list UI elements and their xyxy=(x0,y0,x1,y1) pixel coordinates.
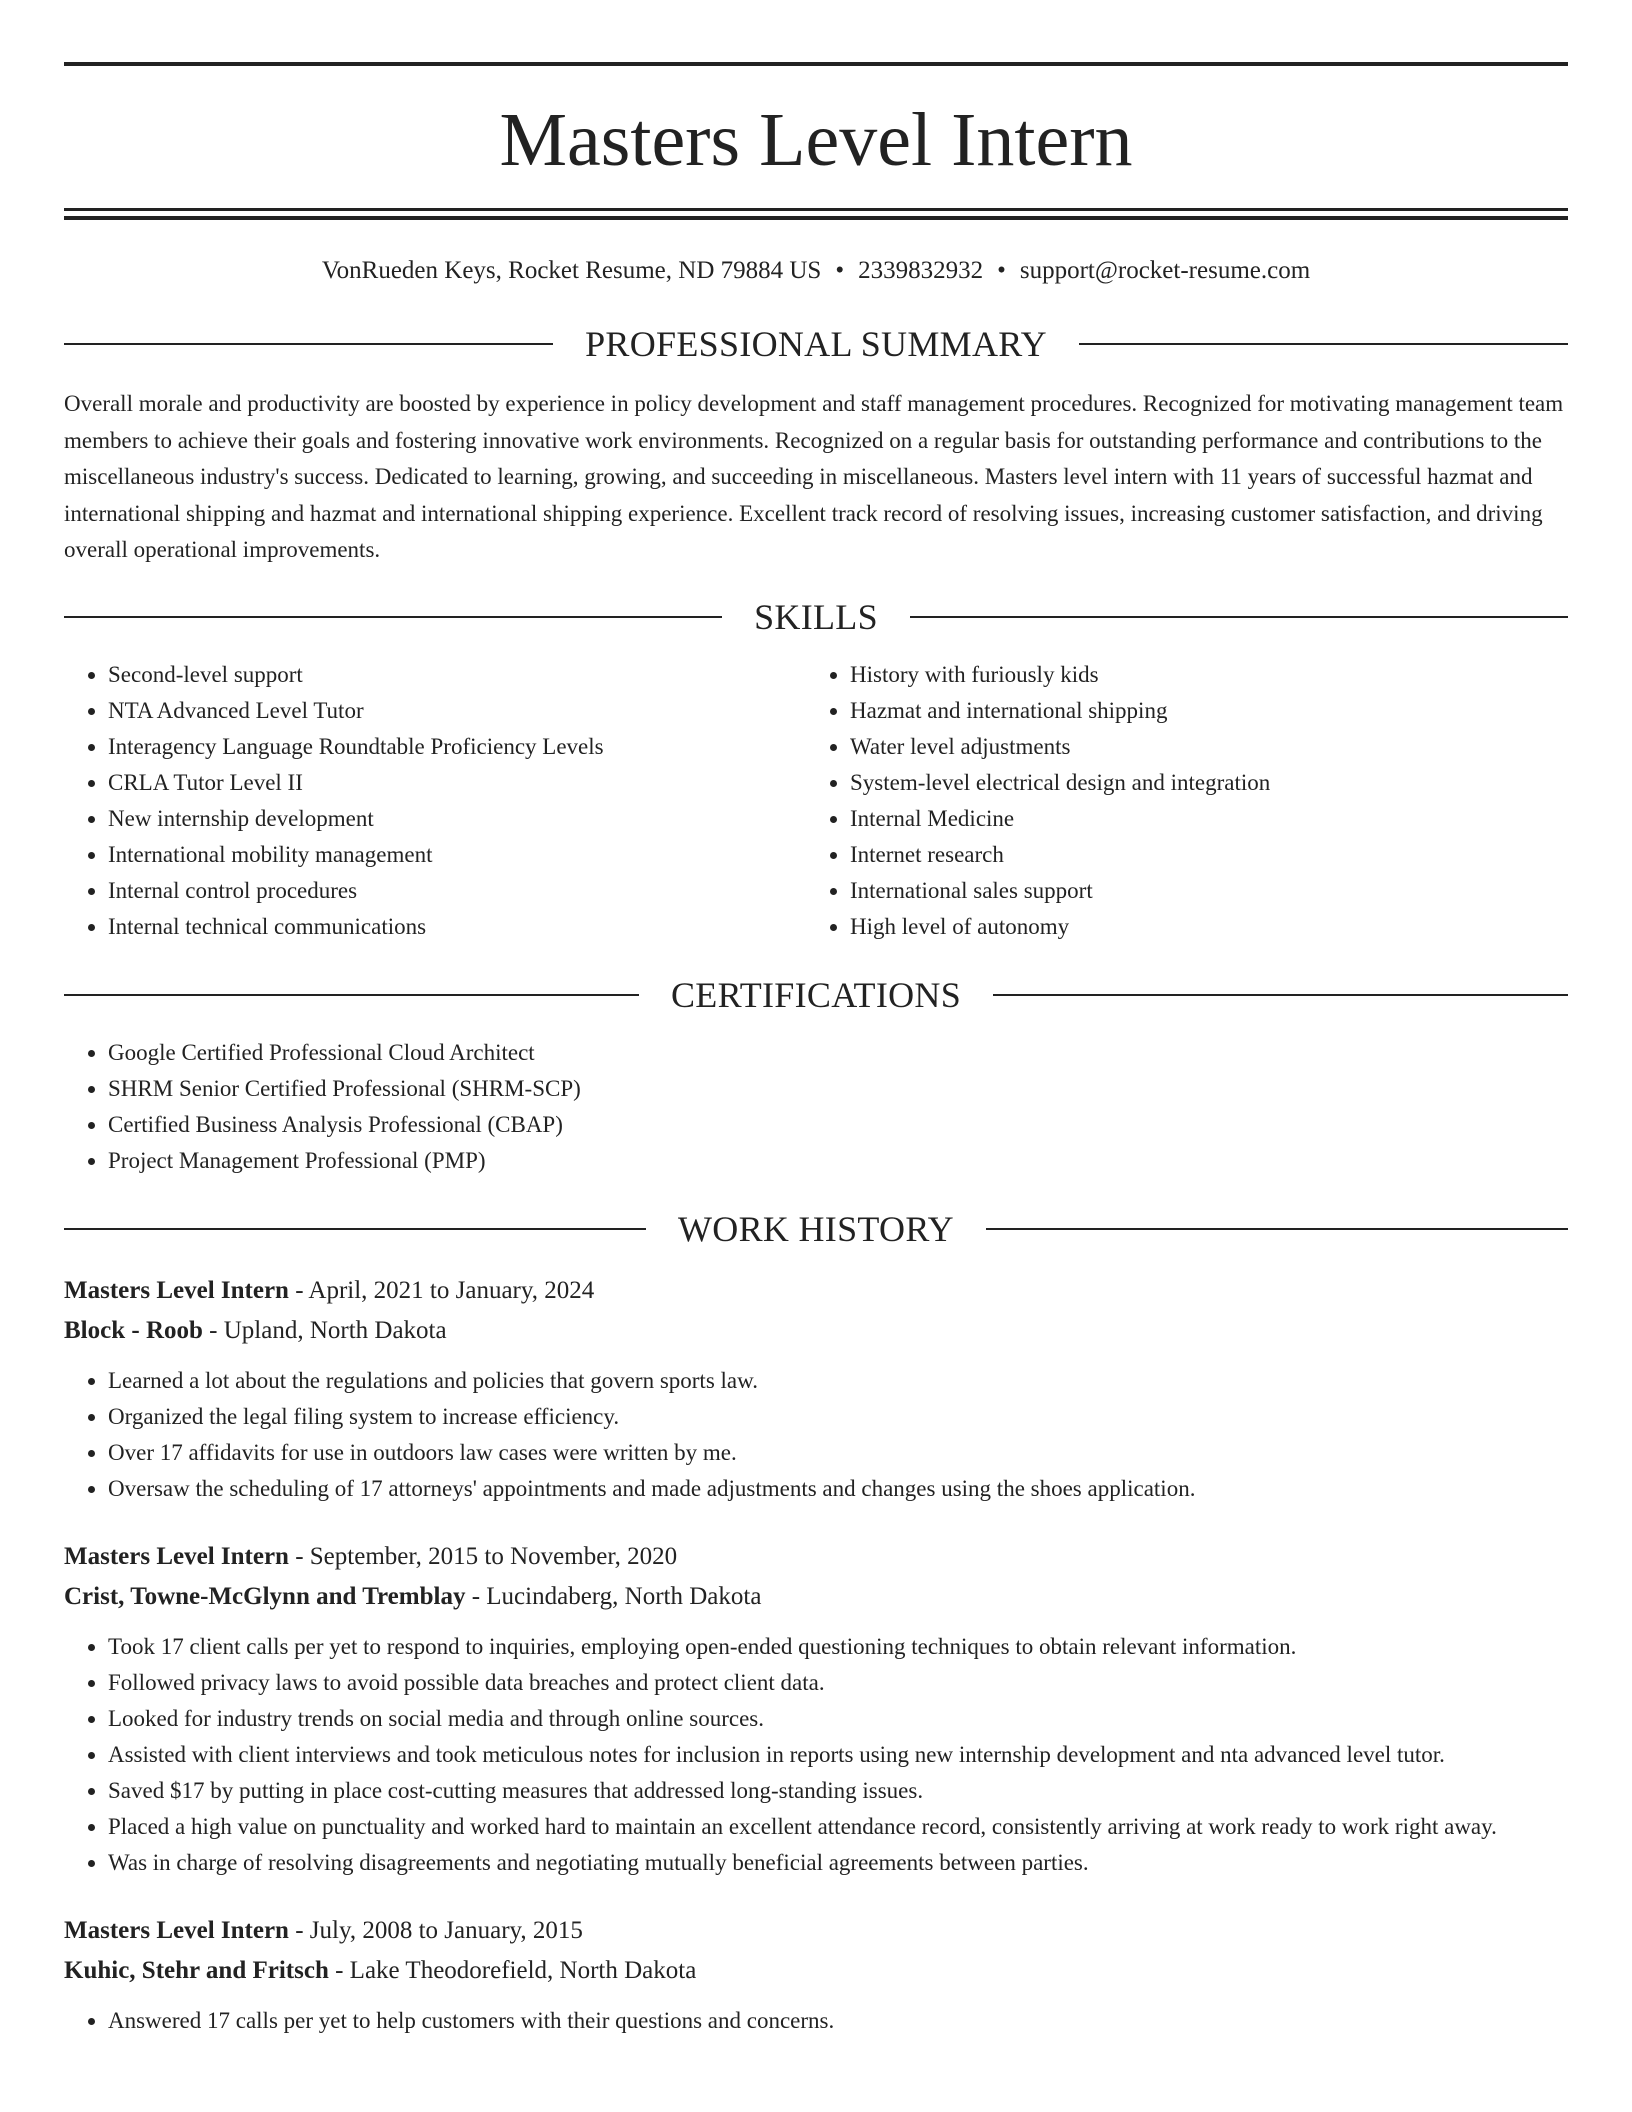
job-dates: - July, 2008 to January, 2015 xyxy=(288,1916,583,1944)
job-bullet: • Oversaw the scheduling of 17 attorneys' appointments and made adjustments and changes using the shoes application. xyxy=(108,1471,1568,1507)
job-company-line xyxy=(64,1577,1568,1617)
heading-rule xyxy=(64,994,639,996)
job-company: Block - Roob xyxy=(64,1316,203,1344)
skill-item: • Internet research xyxy=(850,837,1568,873)
certification-item: • SHRM Senior Certified Professional (SHRM-SCP) xyxy=(108,1071,1568,1107)
skill-item: • New internship development xyxy=(108,801,806,837)
job-bullet: • Took 17 client calls per yet to respond to inquiries, employing open-ended questioning techniques to obtain relevant information. xyxy=(108,1629,1568,1665)
skill-item: • International sales support xyxy=(850,873,1568,909)
section-heading-skills xyxy=(64,597,1568,637)
skill-item: • Internal Medicine xyxy=(850,801,1568,837)
section-title: SKILLS xyxy=(754,596,878,637)
certification-item: • Project Management Professional (PMP) xyxy=(108,1143,1568,1179)
skill-item: • Water level adjustments xyxy=(850,729,1568,765)
top-rule xyxy=(64,62,1568,66)
skill-item: • Internal technical communications xyxy=(108,909,806,945)
job-title: Masters Level Intern xyxy=(64,1542,289,1570)
job-bullet: • Over 17 affidavits for use in outdoors law cases were written by me. xyxy=(108,1435,1568,1471)
job-bullet: • Assisted with client interviews and took meticulous notes for inclusion in reports using new internship development and nta advanced level tutor. xyxy=(108,1737,1568,1773)
skill-item: • NTA Advanced Level Tutor xyxy=(108,693,806,729)
job-company: Kuhic, Stehr and Fritsch xyxy=(64,1956,329,1984)
job-title: Masters Level Intern xyxy=(64,1276,289,1304)
contact-phone[interactable]: 2339832932 xyxy=(858,257,984,284)
job-bullet: • Placed a high value on punctuality and worked hard to maintain an excellent attendance record, consistently arriving at work ready to work right away. xyxy=(108,1809,1568,1845)
resume-page xyxy=(64,0,1568,2039)
certification-item: • Certified Business Analysis Professional (CBAP) xyxy=(108,1107,1568,1143)
job-title: Masters Level Intern xyxy=(64,1916,289,1944)
job-dates: - September, 2015 to November, 2020 xyxy=(288,1542,678,1570)
job-title-line xyxy=(64,1271,1568,1311)
skill-item: • Hazmat and international shipping xyxy=(850,693,1568,729)
skills-column-right xyxy=(806,657,1568,945)
skill-item: • History with furiously kids xyxy=(850,657,1568,693)
section-heading-summary xyxy=(64,324,1568,364)
job-location: - Lake Theodorefield, North Dakota xyxy=(328,1956,697,1984)
job-bullets xyxy=(64,1629,1568,1881)
job-company-line xyxy=(64,1951,1568,1991)
double-rule xyxy=(64,208,1568,220)
job-bullets xyxy=(64,2003,1568,2039)
job-company-line xyxy=(64,1311,1568,1351)
heading-rule xyxy=(64,1228,646,1230)
skill-item: • International mobility management xyxy=(108,837,806,873)
skill-item: • CRLA Tutor Level II xyxy=(108,765,806,801)
job-title-line xyxy=(64,1911,1568,1951)
heading-rule xyxy=(986,1228,1568,1230)
job-title-line xyxy=(64,1537,1568,1577)
job-entry xyxy=(64,1911,1568,2039)
section-heading-certifications xyxy=(64,975,1568,1015)
contact-address: VonRueden Keys, Rocket Resume, ND 79884 US xyxy=(321,257,822,284)
contact-separator: • xyxy=(835,257,845,284)
heading-rule xyxy=(993,994,1568,996)
job-bullet: • Looked for industry trends on social media and through online sources. xyxy=(108,1701,1568,1737)
job-bullets xyxy=(64,1363,1568,1507)
skills-column-left xyxy=(64,657,806,945)
job-company: Crist, Towne-McGlynn and Tremblay xyxy=(64,1582,466,1610)
skill-item: • Internal control procedures xyxy=(108,873,806,909)
job-location: - Lucindaberg, North Dakota xyxy=(465,1582,762,1610)
heading-rule xyxy=(1079,343,1568,345)
contact-separator: • xyxy=(997,257,1006,284)
contact-line xyxy=(64,256,1568,286)
certifications-list xyxy=(64,1035,1568,1179)
section-title: CERTIFICATIONS xyxy=(670,974,962,1015)
job-bullet: • Organized the legal filing system to increase efficiency. xyxy=(108,1399,1568,1435)
summary-text: Overall morale and productivity are boosted by experience in policy development and staff management procedures. Recognized for motivating management team members to achieve their goals and fostering innovative work environments. Recognized on a regular basis for outstanding performance and contributions to the miscellaneous industry's success. Dedicated to learning, growing, and succeeding in miscellaneous. Masters level intern with 11 years of successful hazmat and international shipping and hazmat and international shipping experience. Excellent track record of resolving issues, increasing customer satisfaction, and driving overall operational improvements. xyxy=(64,391,1564,562)
section-heading-work-history xyxy=(64,1209,1568,1249)
skill-item: • System-level electrical design and integration xyxy=(850,765,1568,801)
heading-rule xyxy=(910,616,1568,618)
job-bullet: • Followed privacy laws to avoid possible data breaches and protect client data. xyxy=(108,1665,1568,1701)
section-title: WORK HISTORY xyxy=(678,1208,954,1249)
job-entry xyxy=(64,1271,1568,1507)
heading-rule xyxy=(64,616,722,618)
skill-item: • Second-level support xyxy=(108,657,806,693)
job-bullet: • Learned a lot about the regulations and policies that govern sports law. xyxy=(108,1363,1568,1399)
job-bullet: • Was in charge of resolving disagreements and negotiating mutually beneficial agreements between parties. xyxy=(108,1845,1568,1881)
skills-list xyxy=(64,657,1568,945)
job-location: - Upland, North Dakota xyxy=(202,1316,447,1344)
certification-item: • Google Certified Professional Cloud Architect xyxy=(108,1035,1568,1071)
heading-rule xyxy=(64,343,553,345)
skill-item: • High level of autonomy xyxy=(850,909,1568,945)
job-bullet: • Saved $17 by putting in place cost-cutting measures that addressed long-standing issues. xyxy=(108,1773,1568,1809)
job-dates: - April, 2021 to January, 2024 xyxy=(288,1276,595,1304)
job-bullet: • Answered 17 calls per yet to help customers with their questions and concerns. xyxy=(108,2003,1568,2039)
job-entry xyxy=(64,1537,1568,1881)
contact-email[interactable]: support@rocket-resume.com xyxy=(1019,257,1311,284)
section-title: PROFESSIONAL SUMMARY xyxy=(585,324,1047,364)
resume-name: Masters Level Intern xyxy=(499,98,1133,182)
skill-item: • Interagency Language Roundtable Proficiency Levels xyxy=(108,729,806,765)
